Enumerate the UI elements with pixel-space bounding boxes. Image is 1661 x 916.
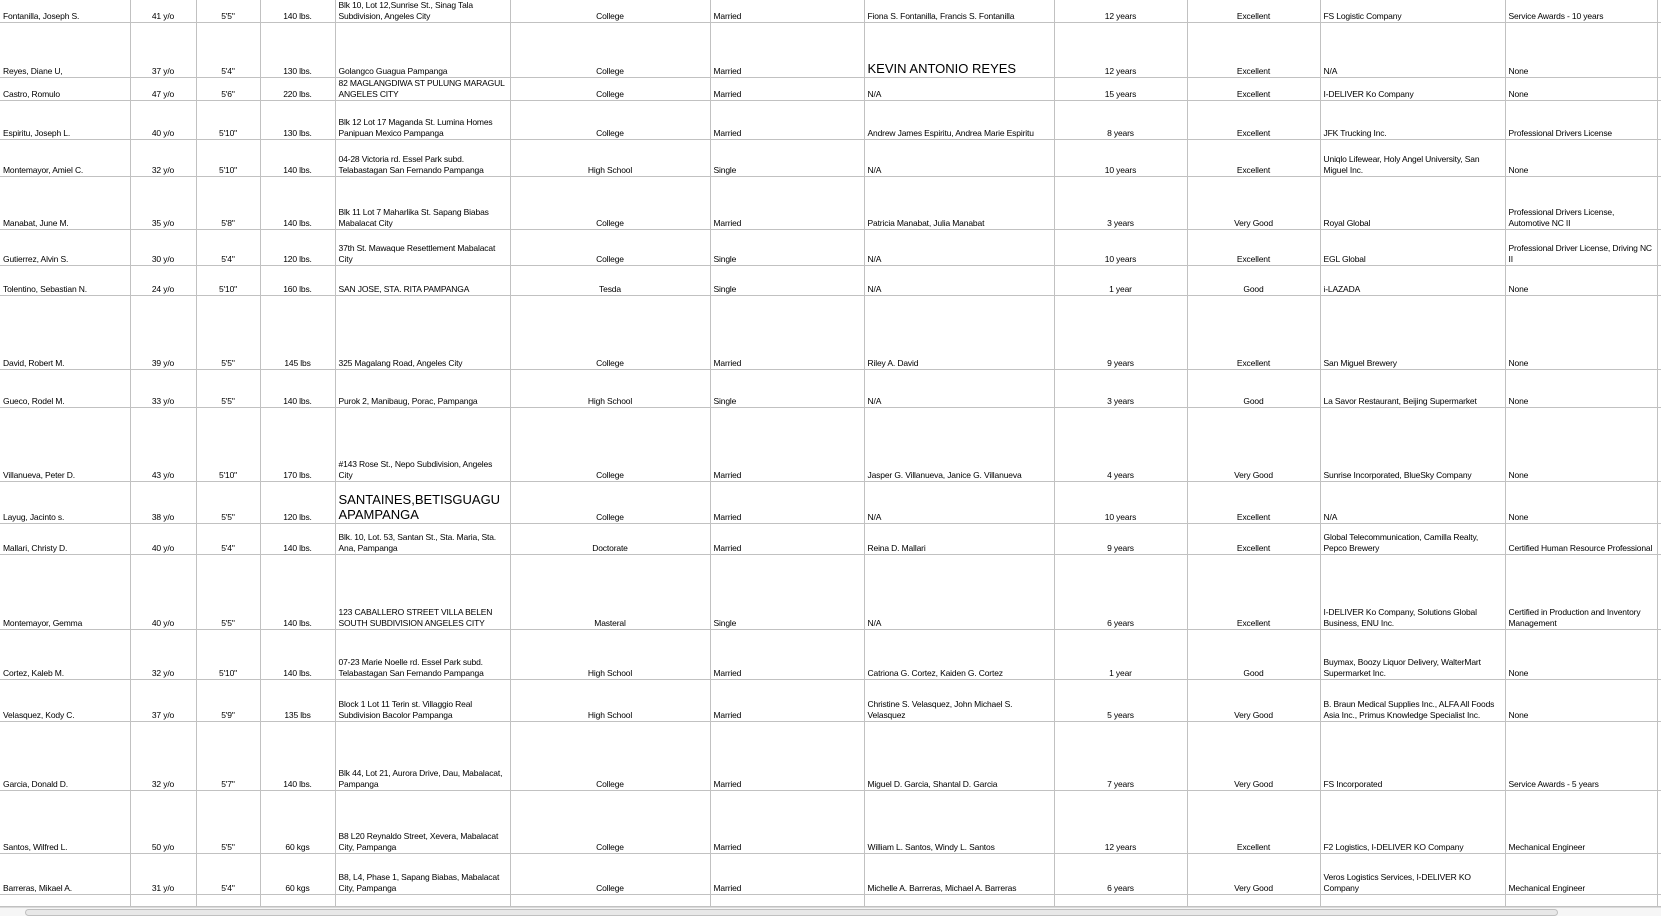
cell-address[interactable] bbox=[335, 895, 510, 907]
cell-rating[interactable]: Very Good bbox=[1187, 722, 1320, 791]
cell-overflow-sliver[interactable] bbox=[1657, 630, 1661, 680]
cell-education[interactable]: College bbox=[510, 230, 710, 266]
table-row bbox=[0, 791, 1661, 854]
cell-height[interactable]: 5'8" bbox=[196, 177, 260, 230]
cell-certifications[interactable]: None bbox=[1505, 296, 1657, 370]
cell-rating[interactable]: Excellent bbox=[1187, 78, 1320, 101]
cell-age[interactable]: 37 y/o bbox=[130, 680, 196, 722]
cell-age[interactable]: 47 y/o bbox=[130, 78, 196, 101]
cell-name[interactable]: Santos, Wilfred L. bbox=[0, 791, 130, 854]
cell-name[interactable]: Manabat, June M. bbox=[0, 177, 130, 230]
cell-overflow-sliver[interactable] bbox=[1657, 177, 1661, 230]
cell-overflow-sliver[interactable] bbox=[1657, 680, 1661, 722]
cell-certifications[interactable]: Professional Driver License, Driving NC II bbox=[1505, 230, 1657, 266]
cell-address[interactable]: 07-23 Marie Noelle rd. Essel Park subd. Telabastagan San Fernando Pampanga bbox=[335, 630, 510, 680]
cell-education[interactable]: College bbox=[510, 482, 710, 524]
cell-companies[interactable]: FS Incorporated bbox=[1320, 722, 1505, 791]
cell-certifications[interactable]: None bbox=[1505, 630, 1657, 680]
cell-education[interactable]: College bbox=[510, 854, 710, 895]
cell-marital_status[interactable]: Married bbox=[710, 0, 864, 23]
cell-companies[interactable] bbox=[1320, 895, 1505, 907]
table-row bbox=[0, 630, 1661, 680]
cell-height[interactable]: 5'4" bbox=[196, 854, 260, 895]
cell-height[interactable]: 5'6" bbox=[196, 78, 260, 101]
cell-family_members[interactable]: Catriona G. Cortez, Kaiden G. Cortez bbox=[864, 630, 1054, 680]
cell-family_members[interactable]: Reina D. Mallari bbox=[864, 524, 1054, 555]
cell-name[interactable]: Garcia, Donald D. bbox=[0, 722, 130, 791]
cell-address[interactable]: B8 L20 Reynaldo Street, Xevera, Mabalacat City, Pampanga bbox=[335, 791, 510, 854]
cell-weight[interactable]: 135 lbs bbox=[260, 680, 335, 722]
table-row bbox=[0, 408, 1661, 482]
cell-weight[interactable]: 130 lbs. bbox=[260, 101, 335, 140]
cell-family_members[interactable]: Andrew James Espiritu, Andrea Marie Espiritu bbox=[864, 101, 1054, 140]
cell-address[interactable]: 82 MAGLANGDIWA ST PULUNG MARAGUL ANGELES CITY bbox=[335, 78, 510, 101]
cell-rating[interactable]: Excellent bbox=[1187, 230, 1320, 266]
table-row bbox=[0, 266, 1661, 296]
table-row bbox=[0, 370, 1661, 408]
cell-name[interactable]: Montemayor, Gemma bbox=[0, 555, 130, 630]
cell-companies[interactable]: N/A bbox=[1320, 482, 1505, 524]
cell-marital_status[interactable]: Married bbox=[710, 854, 864, 895]
cell-rating[interactable]: Very Good bbox=[1187, 680, 1320, 722]
cell-address[interactable]: Block 1 Lot 11 Terin st. Villaggio Real Subdivision Bacolor Pampanga bbox=[335, 680, 510, 722]
cell-family_members[interactable]: N/A bbox=[864, 370, 1054, 408]
cell-rating[interactable]: Excellent bbox=[1187, 524, 1320, 555]
cell-address[interactable]: 37th St. Mawaque Resettlement Mabalacat City bbox=[335, 230, 510, 266]
cell-age[interactable]: 37 y/o bbox=[130, 23, 196, 78]
cell-family_members[interactable]: Miguel D. Garcia, Shantal D. Garcia bbox=[864, 722, 1054, 791]
cell-family_members[interactable]: N/A bbox=[864, 230, 1054, 266]
cell-address[interactable]: SAN JOSE, STA. RITA PAMPANGA bbox=[335, 266, 510, 296]
cell-marital_status[interactable]: Married bbox=[710, 296, 864, 370]
cell-marital_status[interactable]: Married bbox=[710, 78, 864, 101]
cell-rating[interactable]: Excellent bbox=[1187, 555, 1320, 630]
table-row bbox=[0, 0, 1661, 23]
cell-family_members[interactable]: KEVIN ANTONIO REYES bbox=[864, 23, 1054, 78]
horizontal-scrollbar-track[interactable] bbox=[0, 907, 1661, 916]
cell-family_members[interactable]: N/A bbox=[864, 78, 1054, 101]
cell-height[interactable]: 5'10" bbox=[196, 140, 260, 177]
cell-years[interactable]: 8 years bbox=[1054, 101, 1187, 140]
cell-certifications[interactable]: None bbox=[1505, 140, 1657, 177]
cell-rating[interactable]: Good bbox=[1187, 266, 1320, 296]
cell-height[interactable]: 5'4" bbox=[196, 524, 260, 555]
cell-companies[interactable]: Buymax, Boozy Liquor Delivery, WalterMart Supermarket Inc. bbox=[1320, 630, 1505, 680]
cell-address[interactable]: 325 Magalang Road, Angeles City bbox=[335, 296, 510, 370]
cell-overflow-sliver[interactable] bbox=[1657, 78, 1661, 101]
cell-name[interactable]: Espiritu, Joseph L. bbox=[0, 101, 130, 140]
cell-companies[interactable]: N/A bbox=[1320, 23, 1505, 78]
cell-rating[interactable]: Very Good bbox=[1187, 854, 1320, 895]
cell-rating[interactable] bbox=[1187, 895, 1320, 907]
cell-education[interactable]: Masteral bbox=[510, 555, 710, 630]
cell-certifications[interactable]: Certified Human Resource Professional bbox=[1505, 524, 1657, 555]
cell-weight[interactable]: 220 lbs. bbox=[260, 78, 335, 101]
cell-education[interactable]: College bbox=[510, 791, 710, 854]
cell-height[interactable]: 5'5" bbox=[196, 296, 260, 370]
cell-height[interactable]: 5'10" bbox=[196, 101, 260, 140]
cell-age[interactable]: 33 y/o bbox=[130, 370, 196, 408]
cell-education[interactable]: College bbox=[510, 177, 710, 230]
cell-age[interactable]: 32 y/o bbox=[130, 140, 196, 177]
cell-rating[interactable]: Excellent bbox=[1187, 101, 1320, 140]
cell-height[interactable]: 5'5" bbox=[196, 0, 260, 23]
cell-years[interactable]: 4 years bbox=[1054, 408, 1187, 482]
cell-name[interactable]: Cortez, Kaleb M. bbox=[0, 630, 130, 680]
cell-weight[interactable]: 130 lbs. bbox=[260, 23, 335, 78]
cell-overflow-sliver[interactable] bbox=[1657, 101, 1661, 140]
cell-overflow-sliver[interactable] bbox=[1657, 230, 1661, 266]
cell-years[interactable]: 12 years bbox=[1054, 0, 1187, 23]
cell-family_members[interactable]: Christine S. Velasquez, John Michael S. Velasquez bbox=[864, 680, 1054, 722]
cell-age[interactable]: 41 y/o bbox=[130, 0, 196, 23]
cell-age[interactable] bbox=[130, 895, 196, 907]
cell-name[interactable]: Mallari, Christy D. bbox=[0, 524, 130, 555]
cell-family_members[interactable]: William L. Santos, Windy L. Santos bbox=[864, 791, 1054, 854]
cell-address[interactable]: 04-28 Victoria rd. Essel Park subd. Telabastagan San Fernando Pampanga bbox=[335, 140, 510, 177]
cell-years[interactable]: 1 year bbox=[1054, 266, 1187, 296]
cell-education[interactable]: College bbox=[510, 78, 710, 101]
cell-name[interactable]: Gueco, Rodel M. bbox=[0, 370, 130, 408]
cell-rating[interactable]: Excellent bbox=[1187, 296, 1320, 370]
cell-years[interactable]: 9 years bbox=[1054, 296, 1187, 370]
cell-height[interactable]: 5'10" bbox=[196, 266, 260, 296]
table-row bbox=[0, 78, 1661, 101]
cell-weight[interactable]: 170 lbs. bbox=[260, 408, 335, 482]
cell-marital_status[interactable]: Married bbox=[710, 630, 864, 680]
cell-companies[interactable]: Royal Global bbox=[1320, 177, 1505, 230]
cell-certifications[interactable]: None bbox=[1505, 266, 1657, 296]
cell-rating[interactable]: Excellent bbox=[1187, 482, 1320, 524]
cell-education[interactable]: College bbox=[510, 408, 710, 482]
cell-marital_status[interactable]: Married bbox=[710, 482, 864, 524]
cell-height[interactable]: 5'5" bbox=[196, 370, 260, 408]
cell-years[interactable]: 3 years bbox=[1054, 370, 1187, 408]
cell-education[interactable]: College bbox=[510, 722, 710, 791]
cell-age[interactable]: 43 y/o bbox=[130, 408, 196, 482]
cell-years[interactable]: 10 years bbox=[1054, 482, 1187, 524]
cell-certifications[interactable]: Professional Drivers License bbox=[1505, 101, 1657, 140]
cell-height[interactable]: 5'5" bbox=[196, 791, 260, 854]
cell-height[interactable]: 5'5" bbox=[196, 482, 260, 524]
cell-certifications[interactable]: None bbox=[1505, 370, 1657, 408]
cell-family_members[interactable]: Patricia Manabat, Julia Manabat bbox=[864, 177, 1054, 230]
cell-marital_status[interactable]: Single bbox=[710, 370, 864, 408]
cell-weight[interactable]: 140 lbs. bbox=[260, 524, 335, 555]
table-row bbox=[0, 895, 1661, 907]
cell-weight[interactable]: 140 lbs. bbox=[260, 630, 335, 680]
cell-age[interactable]: 40 y/o bbox=[130, 101, 196, 140]
cell-address[interactable]: #143 Rose St., Nepo Subdivision, Angeles City bbox=[335, 408, 510, 482]
table-row bbox=[0, 482, 1661, 524]
cell-weight[interactable]: 140 lbs. bbox=[260, 555, 335, 630]
cell-education[interactable]: High School bbox=[510, 630, 710, 680]
cell-age[interactable]: 30 y/o bbox=[130, 230, 196, 266]
cell-weight[interactable]: 140 lbs. bbox=[260, 722, 335, 791]
cell-rating[interactable]: Excellent bbox=[1187, 140, 1320, 177]
cell-weight[interactable] bbox=[260, 895, 335, 907]
cell-family_members[interactable]: N/A bbox=[864, 140, 1054, 177]
cell-family_members[interactable] bbox=[864, 895, 1054, 907]
cell-address[interactable]: 123 CABALLERO STREET VILLA BELEN SOUTH SUBDIVISION ANGELES CITY bbox=[335, 555, 510, 630]
cell-rating[interactable]: Excellent bbox=[1187, 0, 1320, 23]
cell-certifications[interactable]: Mechanical Engineer bbox=[1505, 791, 1657, 854]
cell-certifications[interactable]: Service Awards - 5 years bbox=[1505, 722, 1657, 791]
cell-certifications[interactable]: Service Awards - 10 years bbox=[1505, 0, 1657, 23]
cell-name[interactable]: Fontanilla, Joseph S. bbox=[0, 0, 130, 23]
cell-age[interactable]: 35 y/o bbox=[130, 177, 196, 230]
cell-name[interactable]: Layug, Jacinto s. bbox=[0, 482, 130, 524]
cell-marital_status[interactable]: Single bbox=[710, 555, 864, 630]
cell-height[interactable]: 5'10" bbox=[196, 630, 260, 680]
cell-rating[interactable]: Very Good bbox=[1187, 177, 1320, 230]
cell-years[interactable]: 1 year bbox=[1054, 630, 1187, 680]
cell-overflow-sliver[interactable] bbox=[1657, 722, 1661, 791]
cell-years[interactable]: 10 years bbox=[1054, 230, 1187, 266]
cell-years[interactable]: 5 years bbox=[1054, 680, 1187, 722]
cell-marital_status[interactable]: Married bbox=[710, 408, 864, 482]
cell-weight[interactable]: 60 kgs bbox=[260, 854, 335, 895]
cell-companies[interactable]: Uniqlo Lifewear, Holy Angel University, San Miguel Inc. bbox=[1320, 140, 1505, 177]
cell-companies[interactable]: i-LAZADA bbox=[1320, 266, 1505, 296]
cell-education[interactable]: College bbox=[510, 0, 710, 23]
cell-height[interactable]: 5'4" bbox=[196, 230, 260, 266]
cell-rating[interactable]: Good bbox=[1187, 370, 1320, 408]
cell-name[interactable]: Villanueva, Peter D. bbox=[0, 408, 130, 482]
cell-marital_status[interactable]: Single bbox=[710, 140, 864, 177]
cell-age[interactable]: 32 y/o bbox=[130, 630, 196, 680]
cell-weight[interactable]: 140 lbs. bbox=[260, 177, 335, 230]
cell-name[interactable]: Tolentino, Sebastian N. bbox=[0, 266, 130, 296]
cell-overflow-sliver[interactable] bbox=[1657, 895, 1661, 907]
cell-years[interactable]: 6 years bbox=[1054, 854, 1187, 895]
cell-education[interactable]: High School bbox=[510, 370, 710, 408]
cell-overflow-sliver[interactable] bbox=[1657, 791, 1661, 854]
cell-education[interactable] bbox=[510, 895, 710, 907]
cell-years[interactable]: 9 years bbox=[1054, 524, 1187, 555]
cell-certifications[interactable]: Certified in Production and Inventory Management bbox=[1505, 555, 1657, 630]
cell-age[interactable]: 40 y/o bbox=[130, 555, 196, 630]
cell-rating[interactable]: Very Good bbox=[1187, 408, 1320, 482]
cell-family_members[interactable]: N/A bbox=[864, 555, 1054, 630]
cell-weight[interactable]: 60 kgs bbox=[260, 791, 335, 854]
cell-family_members[interactable]: Riley A. David bbox=[864, 296, 1054, 370]
table-row bbox=[0, 680, 1661, 722]
cell-name[interactable]: Barreras, Mikael A. bbox=[0, 854, 130, 895]
cell-companies[interactable]: I-DELIVER Ko Company, Solutions Global Business, ENU Inc. bbox=[1320, 555, 1505, 630]
cell-education[interactable]: College bbox=[510, 23, 710, 78]
cell-address[interactable]: SANTAINES,BETISGUAGUAPAMPANGA bbox=[335, 482, 510, 524]
cell-education[interactable]: College bbox=[510, 101, 710, 140]
cell-family_members[interactable]: N/A bbox=[864, 266, 1054, 296]
cell-age[interactable]: 38 y/o bbox=[130, 482, 196, 524]
cell-certifications[interactable]: None bbox=[1505, 408, 1657, 482]
cell-name[interactable]: Castro, Romulo bbox=[0, 78, 130, 101]
cell-years[interactable]: 6 years bbox=[1054, 555, 1187, 630]
cell-address[interactable]: Blk. 10, Lot. 53, Santan St., Sta. Maria, Sta. Ana, Pampanga bbox=[335, 524, 510, 555]
table-row bbox=[0, 296, 1661, 370]
cell-marital_status[interactable]: Single bbox=[710, 230, 864, 266]
cell-height[interactable]: 5'5" bbox=[196, 555, 260, 630]
cell-name[interactable]: David, Robert M. bbox=[0, 296, 130, 370]
cell-overflow-sliver[interactable] bbox=[1657, 854, 1661, 895]
cell-family_members[interactable]: Michelle A. Barreras, Michael A. Barreras bbox=[864, 854, 1054, 895]
cell-marital_status[interactable]: Married bbox=[710, 524, 864, 555]
cell-name[interactable]: Reyes, Diane U, bbox=[0, 23, 130, 78]
cell-companies[interactable]: Veros Logistics Services, I-DELIVER KO Company bbox=[1320, 854, 1505, 895]
cell-address[interactable]: B8, L4, Phase 1, Sapang Biabas, Mabalacat City, Pampanga bbox=[335, 854, 510, 895]
cell-certifications[interactable]: Mechanical Engineer bbox=[1505, 854, 1657, 895]
cell-age[interactable]: 50 y/o bbox=[130, 791, 196, 854]
cell-address[interactable]: Blk 11 Lot 7 Maharlika St. Sapang Biabas Mabalacat City bbox=[335, 177, 510, 230]
cell-marital_status[interactable]: Married bbox=[710, 23, 864, 78]
cell-address[interactable]: Purok 2, Manibaug, Porac, Pampanga bbox=[335, 370, 510, 408]
cell-companies[interactable]: FS Logistic Company bbox=[1320, 0, 1505, 23]
cell-marital_status[interactable]: Married bbox=[710, 177, 864, 230]
cell-marital_status[interactable] bbox=[710, 895, 864, 907]
table-row bbox=[0, 101, 1661, 140]
table-row bbox=[0, 524, 1661, 555]
cell-years[interactable]: 15 years bbox=[1054, 78, 1187, 101]
cell-education[interactable]: Doctorate bbox=[510, 524, 710, 555]
cell-rating[interactable]: Excellent bbox=[1187, 791, 1320, 854]
cell-weight[interactable]: 160 lbs. bbox=[260, 266, 335, 296]
cell-companies[interactable]: La Savor Restaurant, Beijing Supermarket bbox=[1320, 370, 1505, 408]
cell-weight[interactable]: 120 lbs. bbox=[260, 230, 335, 266]
cell-education[interactable]: College bbox=[510, 296, 710, 370]
table-row bbox=[0, 23, 1661, 78]
cell-marital_status[interactable]: Married bbox=[710, 101, 864, 140]
cell-companies[interactable]: JFK Trucking Inc. bbox=[1320, 101, 1505, 140]
cell-rating[interactable]: Excellent bbox=[1187, 23, 1320, 78]
cell-address[interactable]: Blk 12 Lot 17 Maganda St. Lumina Homes Panipuan Mexico Pampanga bbox=[335, 101, 510, 140]
cell-companies[interactable]: Sunrise Incorporated, BlueSky Company bbox=[1320, 408, 1505, 482]
table-row bbox=[0, 854, 1661, 895]
cell-overflow-sliver[interactable] bbox=[1657, 408, 1661, 482]
cell-overflow-sliver[interactable] bbox=[1657, 266, 1661, 296]
cell-certifications[interactable]: None bbox=[1505, 23, 1657, 78]
cell-weight[interactable]: 140 lbs. bbox=[260, 140, 335, 177]
cell-age[interactable]: 32 y/o bbox=[130, 722, 196, 791]
cell-height[interactable]: 5'4" bbox=[196, 23, 260, 78]
cell-weight[interactable]: 120 lbs. bbox=[260, 482, 335, 524]
cell-weight[interactable]: 140 lbs. bbox=[260, 370, 335, 408]
cell-overflow-sliver[interactable] bbox=[1657, 140, 1661, 177]
table-row bbox=[0, 722, 1661, 791]
cell-age[interactable]: 39 y/o bbox=[130, 296, 196, 370]
cell-height[interactable] bbox=[196, 895, 260, 907]
cell-companies[interactable]: I-DELIVER Ko Company bbox=[1320, 78, 1505, 101]
table-row bbox=[0, 177, 1661, 230]
cell-rating[interactable]: Good bbox=[1187, 630, 1320, 680]
cell-weight[interactable]: 140 lbs. bbox=[260, 0, 335, 23]
cell-companies[interactable]: F2 Logistics, I-DELIVER KO Company bbox=[1320, 791, 1505, 854]
cell-overflow-sliver[interactable] bbox=[1657, 524, 1661, 555]
cell-marital_status[interactable]: Married bbox=[710, 722, 864, 791]
cell-age[interactable]: 31 y/o bbox=[130, 854, 196, 895]
cell-age[interactable]: 40 y/o bbox=[130, 524, 196, 555]
cell-height[interactable]: 5'10" bbox=[196, 408, 260, 482]
cell-companies[interactable]: San Miguel Brewery bbox=[1320, 296, 1505, 370]
cell-name[interactable]: Velasquez, Kody C. bbox=[0, 680, 130, 722]
cell-overflow-sliver[interactable] bbox=[1657, 296, 1661, 370]
cell-overflow-sliver[interactable] bbox=[1657, 555, 1661, 630]
table-row bbox=[0, 555, 1661, 630]
cell-years[interactable]: 7 years bbox=[1054, 722, 1187, 791]
cell-marital_status[interactable]: Married bbox=[710, 791, 864, 854]
cell-address[interactable]: Blk 10, Lot 12,Sunrise St., Sinag Tala Subdivision, Angeles City bbox=[335, 0, 510, 23]
cell-address[interactable]: Golangco Guagua Pampanga bbox=[335, 23, 510, 78]
cell-education[interactable]: Tesda bbox=[510, 266, 710, 296]
cell-education[interactable]: High School bbox=[510, 680, 710, 722]
cell-age[interactable]: 24 y/o bbox=[130, 266, 196, 296]
cell-years[interactable]: 12 years bbox=[1054, 23, 1187, 78]
cell-name[interactable]: Gutierrez, Alvin S. bbox=[0, 230, 130, 266]
cell-overflow-sliver[interactable] bbox=[1657, 23, 1661, 78]
cell-weight[interactable]: 145 lbs bbox=[260, 296, 335, 370]
cell-years[interactable]: 3 years bbox=[1054, 177, 1187, 230]
cell-overflow-sliver[interactable] bbox=[1657, 0, 1661, 23]
table-row bbox=[0, 230, 1661, 266]
cell-certifications[interactable] bbox=[1505, 895, 1657, 907]
cell-certifications[interactable]: Professional Drivers License, Automotive NC II bbox=[1505, 177, 1657, 230]
cell-years[interactable]: 12 years bbox=[1054, 791, 1187, 854]
cell-companies[interactable]: Global Telecommunication, Camilla Realty, Pepco Brewery bbox=[1320, 524, 1505, 555]
cell-certifications[interactable]: None bbox=[1505, 78, 1657, 101]
cell-address[interactable]: Blk 44, Lot 21, Aurora Drive, Dau, Mabalacat, Pampanga bbox=[335, 722, 510, 791]
table-row bbox=[0, 140, 1661, 177]
cell-height[interactable]: 5'9" bbox=[196, 680, 260, 722]
cell-family_members[interactable]: Jasper G. Villanueva, Janice G. Villanueva bbox=[864, 408, 1054, 482]
cell-family_members[interactable]: Fiona S. Fontanilla, Francis S. Fontanilla bbox=[864, 0, 1054, 23]
cell-certifications[interactable]: None bbox=[1505, 482, 1657, 524]
cell-name[interactable] bbox=[0, 895, 130, 907]
cell-marital_status[interactable]: Single bbox=[710, 266, 864, 296]
cell-family_members[interactable]: N/A bbox=[864, 482, 1054, 524]
cell-name[interactable]: Montemayor, Amiel C. bbox=[0, 140, 130, 177]
cell-education[interactable]: High School bbox=[510, 140, 710, 177]
cell-certifications[interactable]: None bbox=[1505, 680, 1657, 722]
cell-marital_status[interactable]: Married bbox=[710, 680, 864, 722]
cell-height[interactable]: 5'7" bbox=[196, 722, 260, 791]
cell-overflow-sliver[interactable] bbox=[1657, 370, 1661, 408]
cell-years[interactable]: 10 years bbox=[1054, 140, 1187, 177]
cell-companies[interactable]: EGL Global bbox=[1320, 230, 1505, 266]
cell-overflow-sliver[interactable] bbox=[1657, 482, 1661, 524]
cell-years[interactable] bbox=[1054, 895, 1187, 907]
cell-companies[interactable]: B. Braun Medical Supplies Inc., ALFA All Foods Asia Inc., Primus Knowledge Specialist Inc. bbox=[1320, 680, 1505, 722]
